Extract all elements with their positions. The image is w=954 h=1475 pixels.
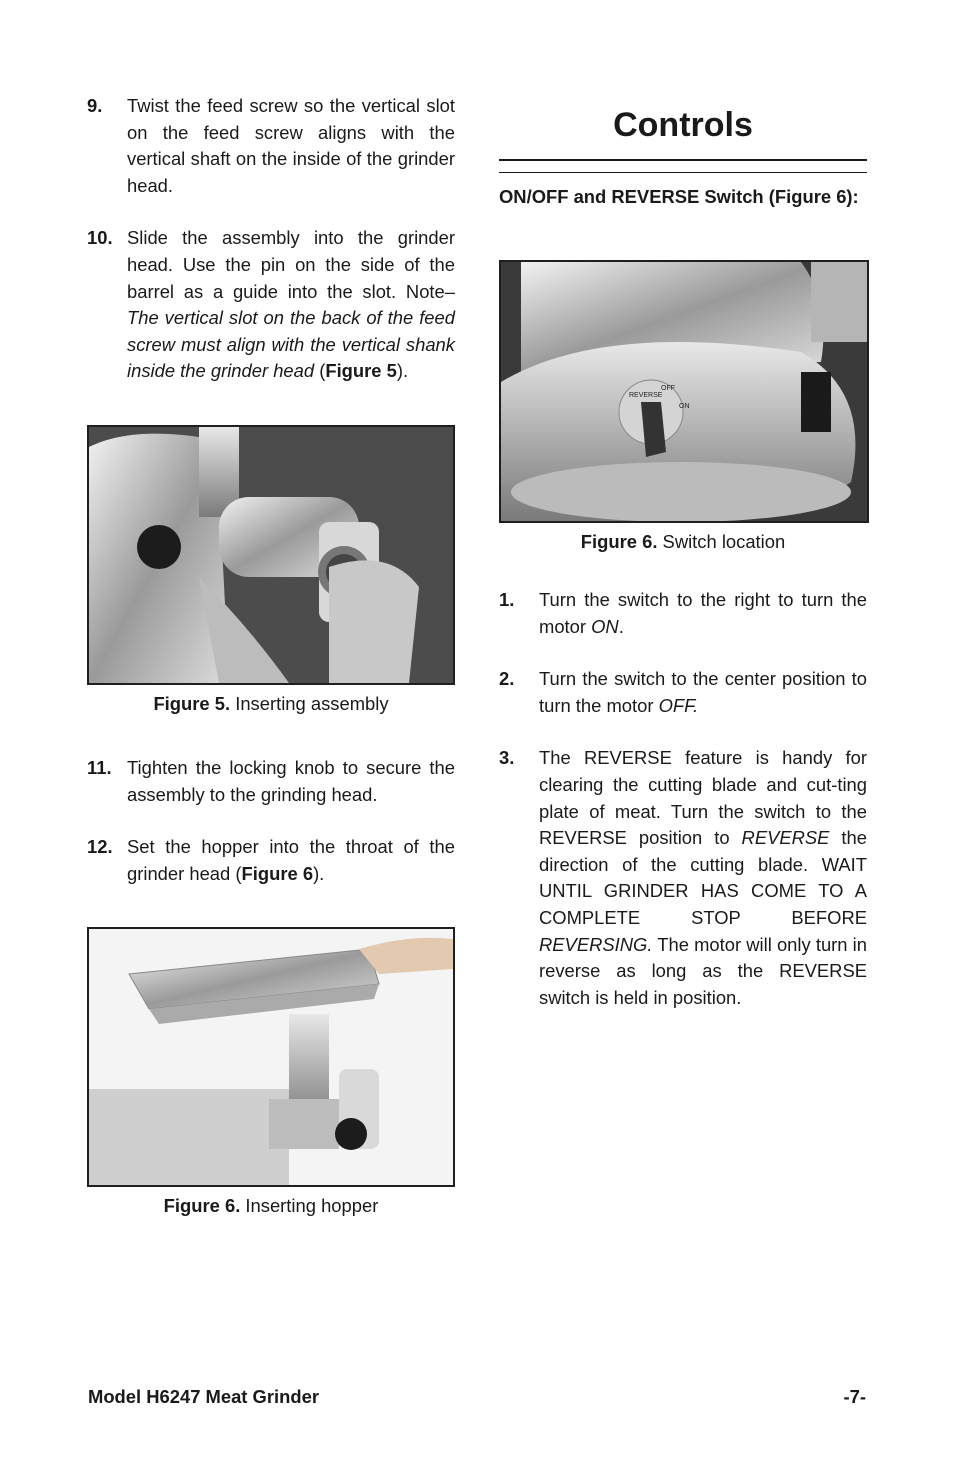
step-text: Set the hopper into the throat of the grinder head (Figure 6). [127,836,455,884]
left-column [87,93,455,1217]
step-12 [87,834,455,887]
figure-6-switch-caption: Figure 6. Switch location [580,531,786,552]
step-number: 1. [499,589,515,610]
footer-model: Model H6247 Meat Grinder [88,1386,319,1407]
switch-label-reverse: REVERSE [629,392,663,399]
step-number: 9. [87,95,103,116]
section-subheading: ON/OFF and REVERSE Switch (Figure 6): [499,186,859,207]
figure-5-photo [87,425,455,685]
step-number: 12. [87,836,113,858]
page-footer [88,1386,866,1408]
step-1 [499,587,867,640]
switch-illustration [501,262,867,521]
switch-label-off: OFF [661,385,675,392]
grinder-assembly-illustration [89,427,453,683]
step-text: Tighten the locking knob to secure the assembly to the grinding head. [127,756,455,805]
step-text: Turn the switch to the right to turn the motor ON. [539,589,867,637]
step-text: Turn the switch to the center position to turn the motor OFF. [539,668,867,716]
step-9 [87,93,455,199]
step-number: 10. [87,227,113,249]
figure-6-hopper-photo [87,927,455,1187]
figure-6-switch-photo [499,260,869,523]
step-10 [87,225,455,385]
figure-5-caption: Figure 5. Inserting assembly [153,692,389,714]
figure-6-hopper-caption: Figure 6. Inserting hopper [163,1195,379,1217]
page-number: -7- [843,1386,866,1407]
step-2 [499,666,867,719]
step-3 [499,745,867,1011]
switch-label-on: ON [679,403,690,410]
right-column [499,93,867,1011]
step-number: 11. [87,756,112,778]
step-text: The REVERSE feature is handy for clearing the cutting blade and cut-ting plate of meat. Turn the switch to the REVERSE position to REVERSE the direction of the cutting blade. WAIT UNTIL GRINDER HAS COME TO A COMPLETE STOP BEFORE REVERSING. The motor will only turn in reverse as long as the REVERSE switch is held in position. [539,747,867,1008]
hopper-illustration [89,929,453,1185]
step-text: Slide the assembly into the grinder head. Use the pin on the side of the barrel as a guide into the slot. Note– The vertical slot on the back of the feed screw must align with the vertical shank inside the grinder head (Figure 5). [127,227,455,382]
step-text: Twist the feed screw so the vertical slot on the feed screw aligns with the vertical shaft on the inside of the grinder head. [127,95,455,196]
section-title: Controls [613,106,753,144]
step-number: 3. [499,747,515,769]
step-11 [87,755,455,808]
section-divider [499,159,867,173]
step-number: 2. [499,668,515,690]
